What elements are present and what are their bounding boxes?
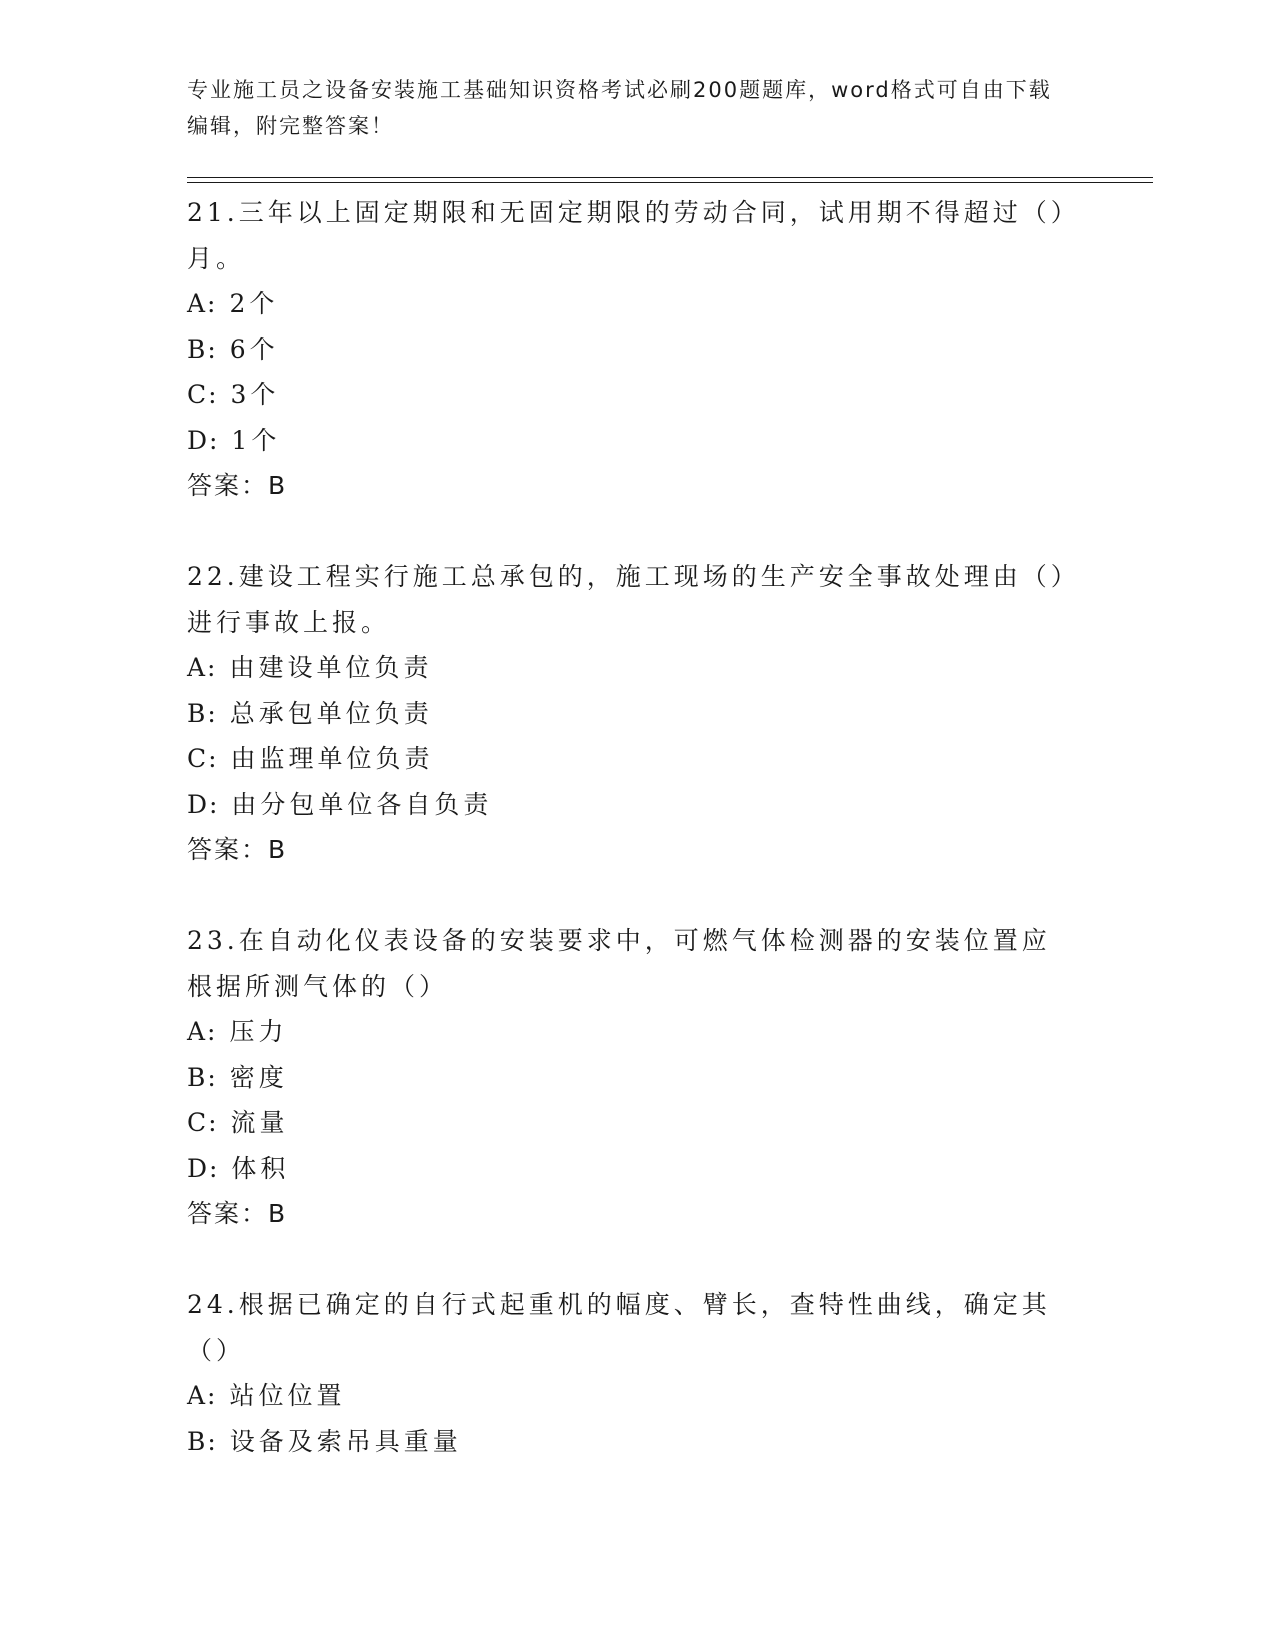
option-text: 总承包单位负责 [229, 698, 433, 728]
option-a [187, 645, 1077, 691]
question-22 [187, 554, 1077, 873]
option-letter: A: [187, 1017, 218, 1046]
option-text: 站位位置 [229, 1381, 346, 1410]
option-b [187, 1055, 1077, 1101]
option-text: 由分包单位各自负责 [231, 789, 493, 819]
answer-line: 答案：B [187, 471, 288, 500]
option-letter: A: [187, 1381, 218, 1410]
option-b [187, 1419, 1077, 1465]
option-c [187, 372, 1077, 418]
option-b [187, 691, 1077, 737]
option-letter: C: [187, 380, 219, 409]
option-d [187, 418, 1077, 464]
question-21 [187, 190, 1077, 509]
option-c [187, 736, 1077, 782]
option-a [187, 1009, 1077, 1055]
spacer [187, 1237, 1077, 1283]
option-text: 3个 [230, 380, 280, 409]
header-divider-bottom [187, 182, 1153, 183]
spacer [187, 873, 1077, 919]
option-letter: A: [187, 289, 218, 318]
option-text: 压力 [229, 1017, 288, 1046]
option-c [187, 1100, 1077, 1146]
option-letter: C: [187, 744, 219, 773]
option-letter: B: [187, 1426, 218, 1456]
question-24 [187, 1282, 1077, 1464]
option-text: 2个 [229, 289, 279, 318]
option-text: 由建设单位负责 [229, 653, 433, 682]
option-letter: D: [187, 789, 220, 819]
question-stem: 23.在自动化仪表设备的安装要求中，可燃气体检测器的安装位置应根据所测气体的（） [187, 926, 1051, 1001]
option-text: 设备及索吊具重量 [229, 1426, 462, 1456]
option-letter: B: [187, 334, 218, 364]
question-stem: 24.根据已确定的自行式起重机的幅度、臂长，查特性曲线，确定其（） [187, 1290, 1051, 1365]
option-text: 体积 [231, 1153, 290, 1183]
option-text: 6个 [229, 334, 279, 364]
option-text: 流量 [230, 1108, 289, 1137]
document-header: 专业施工员之设备安装施工基础知识资格考试必刷200题题库，word格式可自由下载编辑，附完整答案！ [187, 78, 1052, 138]
answer-line: 答案：B [187, 835, 288, 864]
option-a [187, 281, 1077, 327]
question-stem: 21.三年以上固定期限和无固定期限的劳动合同，试用期不得超过（）月。 [187, 198, 1068, 273]
option-text: 1个 [231, 425, 281, 455]
answer-line: 答案：B [187, 1199, 288, 1228]
option-letter: D: [187, 1153, 220, 1183]
spacer [187, 509, 1077, 555]
option-letter: B: [187, 1062, 218, 1092]
question-23 [187, 918, 1077, 1237]
option-text: 密度 [229, 1062, 288, 1092]
option-d [187, 1146, 1077, 1192]
option-letter: A: [187, 653, 218, 682]
option-letter: C: [187, 1108, 219, 1137]
option-letter: B: [187, 698, 218, 728]
option-d [187, 782, 1077, 828]
option-b [187, 327, 1077, 373]
option-text: 由监理单位负责 [230, 744, 434, 773]
question-list [187, 190, 1077, 1464]
option-a [187, 1373, 1077, 1419]
option-letter: D: [187, 425, 220, 455]
header-divider-top [187, 177, 1153, 178]
question-stem: 22.建设工程实行施工总承包的，施工现场的生产安全事故处理由（）进行事故上报。 [187, 562, 1068, 637]
